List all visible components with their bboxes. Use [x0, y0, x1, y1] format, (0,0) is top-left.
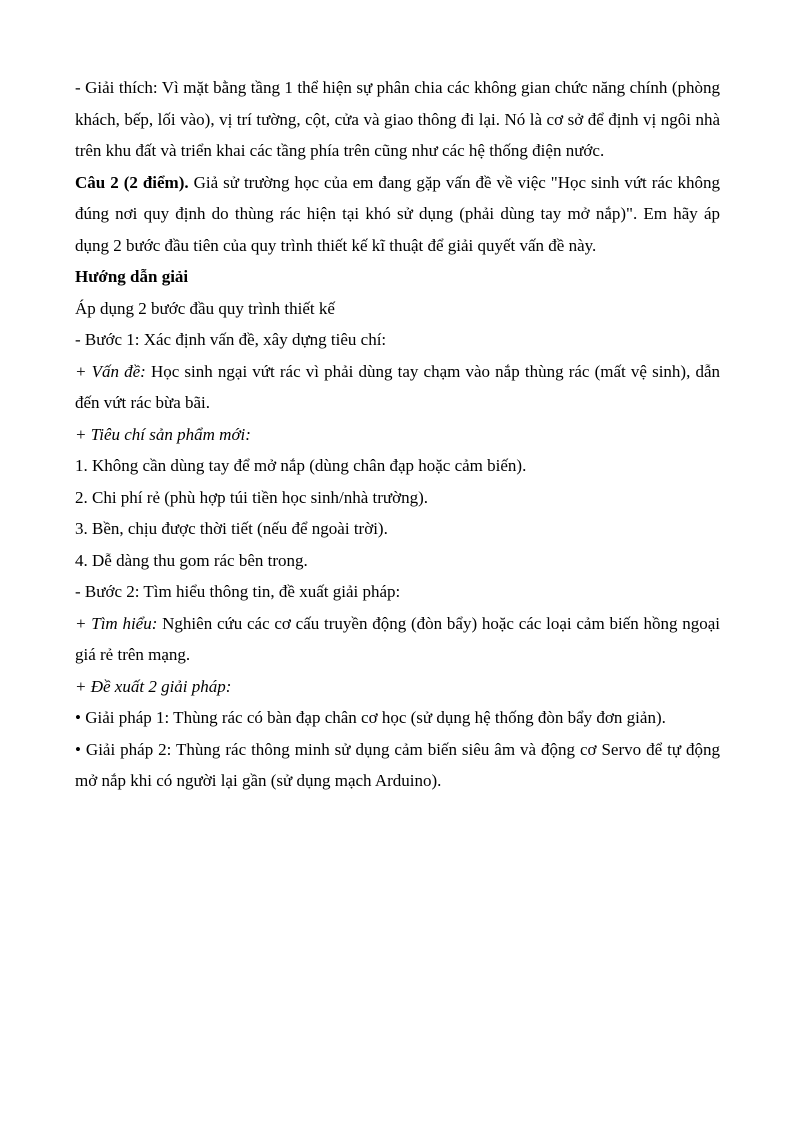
paragraph: [75, 513, 720, 545]
paragraph: [75, 324, 720, 356]
text-run: 1. Không cần dùng tay để mở nắp (dùng chân đạp hoặc cảm biến).: [75, 456, 527, 475]
text-run: Áp dụng 2 bước đầu quy trình thiết kế: [75, 298, 335, 318]
text-run: 3. Bền, chịu được thời tiết (nếu để ngoài trời).: [75, 519, 388, 538]
text-run: - Bước 1: Xác định vấn đề, xây dựng tiêu chí:: [75, 330, 387, 349]
text-run: Câu 2 (2 điểm).: [75, 172, 189, 192]
paragraph: [75, 419, 720, 451]
text-run: + Vấn đề:: [75, 361, 146, 381]
paragraph: [75, 545, 720, 577]
text-run: • Giải pháp 2: Thùng rác thông minh sử dụng cảm biến siêu âm và động cơ Servo để tự động mở nắp khi có người lại gần (sử dụng mạch Arduino).: [75, 739, 720, 790]
paragraph: [75, 72, 720, 167]
paragraph: [75, 167, 720, 262]
text-run: + Tiêu chí sản phẩm mới:: [75, 424, 251, 444]
paragraph: [75, 293, 720, 325]
text-run: + Đề xuất 2 giải pháp:: [75, 676, 232, 696]
text-run: - Giải thích: Vì mặt bằng tầng 1 thể hiện sự phân chia các không gian chức năng chính (phòng khách, bếp, lối vào), vị trí tường, cột, cửa và giao thông đi lại. Nó là cơ sở để định vị ngôi nhà trên khu đất và triển khai các tầng phía trên cũng như các hệ thống điện nước.: [75, 78, 720, 160]
paragraph: [75, 261, 720, 293]
text-run: + Tìm hiểu:: [75, 613, 158, 633]
text-run: Học sinh ngại vứt rác vì phải dùng tay chạm vào nắp thùng rác (mất vệ sinh), dẫn đến vứt rác bừa bãi.: [75, 361, 721, 412]
paragraph: [75, 450, 720, 482]
text-run: 2. Chi phí rẻ (phù hợp túi tiền học sinh/nhà trường).: [75, 487, 428, 507]
paragraph: [75, 671, 720, 703]
text-run: Nghiên cứu các cơ cấu truyền động (đòn bẩy) hoặc các loại cảm biến hồng ngoại giá rẻ trên mạng.: [75, 613, 721, 664]
text-run: 4. Dễ dàng thu gom rác bên trong.: [75, 550, 308, 570]
text-run: Giả sử trường học của em đang gặp vấn đề về việc "Học sinh vứt rác không đúng nơi quy định do thùng rác hiện tại khó sử dụng (phải dùng tay mở nắp)". Em hãy áp dụng 2 bước đầu tiên của quy trình thiết kế kĩ thuật để giải quyết vấn đề này.: [75, 172, 720, 255]
paragraph: [75, 702, 720, 734]
text-run: Hướng dẫn giải: [75, 267, 189, 286]
document-content: [75, 72, 720, 797]
paragraph: [75, 734, 720, 797]
paragraph: [75, 482, 720, 514]
paragraph: [75, 576, 720, 608]
text-run: - Bước 2: Tìm hiểu thông tin, đề xuất giải pháp:: [75, 582, 401, 601]
text-run: • Giải pháp 1: Thùng rác có bàn đạp chân cơ học (sử dụng hệ thống đòn bẩy đơn giản).: [75, 708, 666, 727]
paragraph: [75, 356, 720, 419]
paragraph: [75, 608, 720, 671]
